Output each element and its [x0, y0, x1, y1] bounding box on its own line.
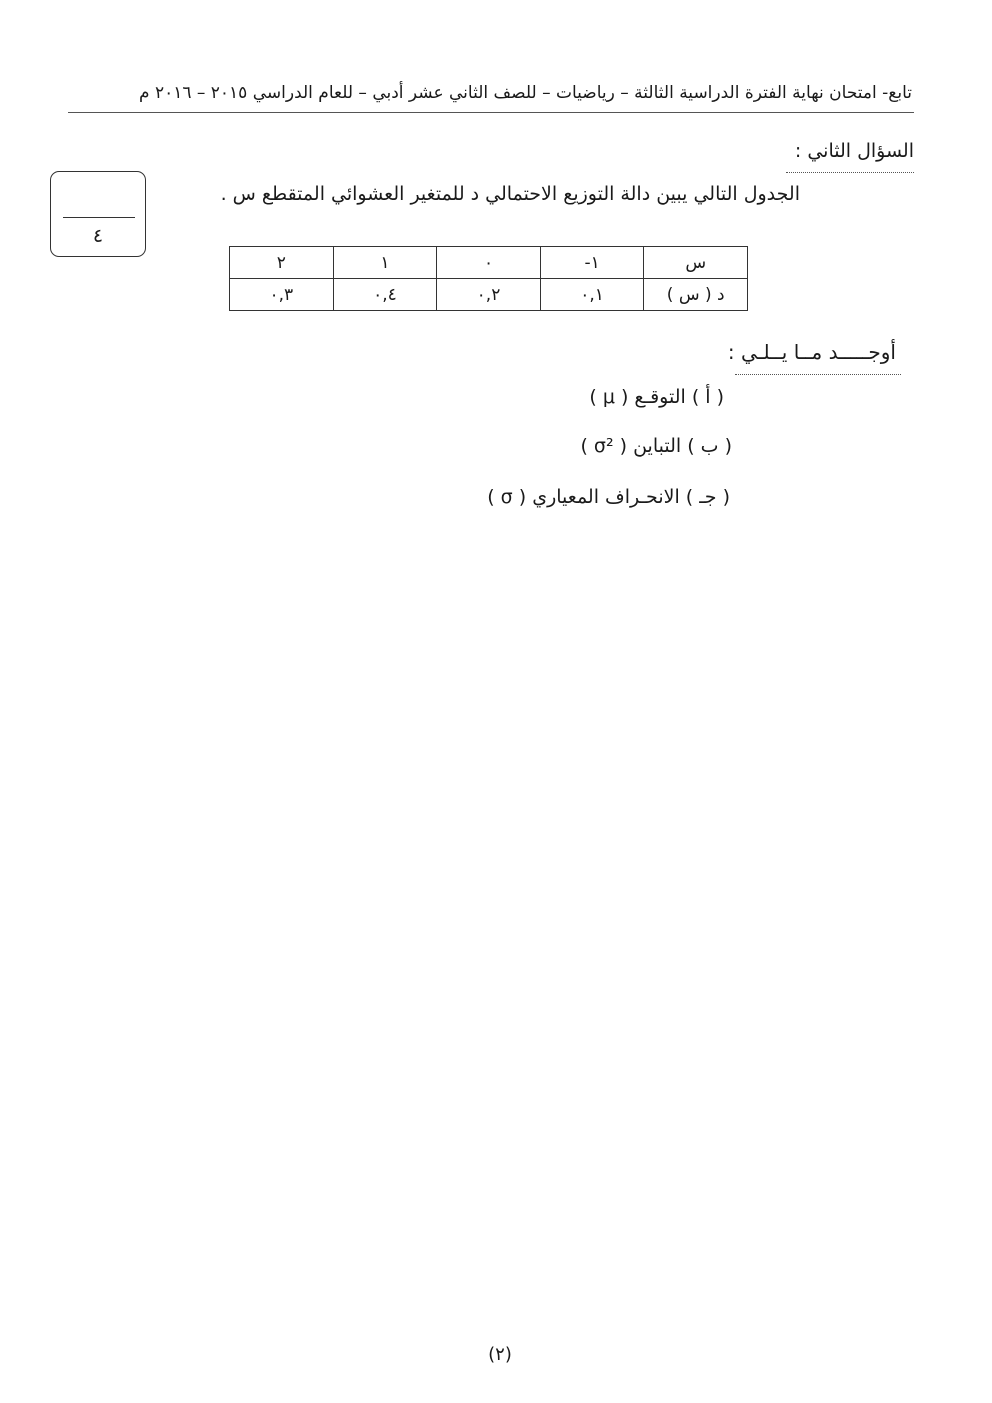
header-rule — [68, 112, 914, 113]
page-number: (٢) — [488, 1344, 512, 1365]
mark-value: ٤ — [92, 225, 104, 247]
table-cell-probability: ٠,٢ — [437, 279, 541, 311]
table-cell-x: ٢ — [230, 247, 334, 279]
exam-header: تابع- امتحان نهاية الفترة الدراسية الثالثة – رياضيات – للصف الثاني عشر أدبي – للعام الدراسي ٢٠١٥ – ٢٠١٦ م — [139, 83, 912, 103]
table-row-label-x: س — [644, 247, 748, 279]
task-variance: ( ب ) التباين ( σ² ) — [580, 435, 732, 457]
table-cell-probability: ٠,٤ — [333, 279, 437, 311]
mark-box — [50, 171, 146, 257]
task-expectation: ( أ ) التوقـع ( μ ) — [589, 386, 724, 408]
table-row-label-probability: د ( س ) — [644, 279, 748, 311]
mark-box-line — [63, 217, 135, 218]
table-row-probability — [230, 279, 748, 311]
table-row-x — [230, 247, 748, 279]
question-title-underline — [786, 172, 914, 173]
table-cell-x: ١ — [333, 247, 437, 279]
table-cell-probability: ٠,١ — [540, 279, 644, 311]
table-cell-x: ٠ — [437, 247, 541, 279]
question-title: السؤال الثاني : — [794, 140, 914, 162]
table-cell-x: ١- — [540, 247, 644, 279]
table-cell-probability: ٠,٣ — [230, 279, 334, 311]
question-intro: الجدول التالي يبين دالة التوزيع الاحتمالي د للمتغير العشوائي المتقطع س . — [220, 183, 800, 205]
probability-distribution-table — [229, 246, 748, 311]
find-label-underline — [735, 374, 901, 375]
find-label: أوجـــــد مــا يــلـي : — [727, 340, 896, 364]
task-standard-deviation: ( جـ ) الانحـراف المعياري ( σ ) — [487, 486, 730, 508]
